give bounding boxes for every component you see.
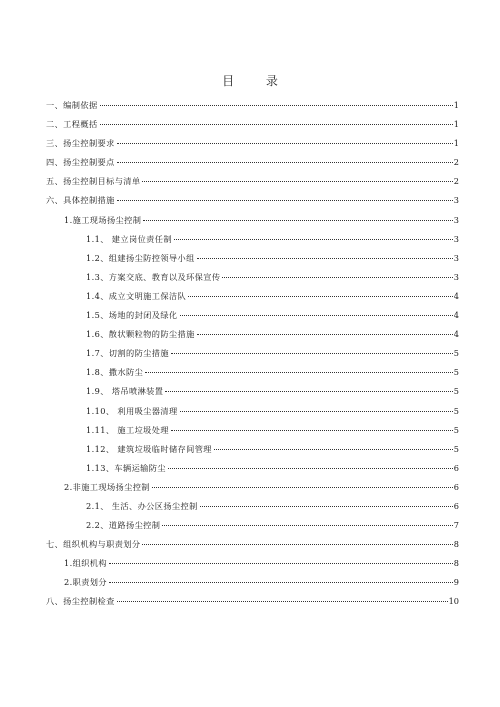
toc-entry-page-number: 5 [453, 443, 459, 454]
toc-entry[interactable] [46, 134, 459, 153]
toc-entry[interactable] [46, 382, 459, 401]
toc-entry-label: 五、扬尘控制目标与清单 [46, 176, 141, 187]
toc-entry-page-number: 4 [453, 329, 459, 340]
toc-entry-label: 1.9、 塔吊喷淋装置 [86, 386, 164, 397]
toc-dot-leader [142, 544, 452, 545]
toc-entry[interactable] [46, 230, 459, 249]
table-of-contents [46, 96, 459, 612]
toc-entry-label: 1.12、 建筑垃圾临时储存间管理 [86, 443, 212, 454]
toc-dot-leader [109, 563, 453, 564]
toc-entry-page-number: 7 [453, 520, 459, 531]
toc-dot-leader [162, 525, 452, 526]
toc-dot-leader [197, 258, 453, 259]
toc-entry-page-number: 1 [453, 119, 459, 130]
toc-entry-label: 1.3、方案交底、教育以及环保宣传 [86, 271, 221, 282]
toc-entry-page-number: 2 [453, 157, 459, 168]
toc-entry[interactable] [46, 573, 459, 592]
toc-dot-leader [100, 124, 453, 125]
toc-entry[interactable] [46, 325, 459, 344]
toc-dot-leader [117, 200, 453, 201]
toc-entry-label: 1.10、 利用吸尘器清理 [86, 405, 178, 416]
toc-entry[interactable] [46, 153, 459, 172]
toc-dot-leader [145, 372, 453, 373]
toc-entry-label: 1.施工现场扬尘控制 [64, 214, 142, 225]
toc-entry[interactable] [46, 402, 459, 421]
toc-entry-page-number: 6 [453, 481, 459, 492]
toc-entry-page-number: 4 [453, 310, 459, 321]
toc-dot-leader [180, 411, 453, 412]
toc-entry-page-number: 5 [453, 386, 459, 397]
toc-entry-page-number: 8 [453, 539, 459, 550]
toc-entry[interactable] [46, 96, 459, 115]
toc-entry-label: 2.非施工现场扬尘控制 [64, 481, 150, 492]
toc-entry-label: 2.职责划分 [64, 577, 107, 588]
toc-entry-page-number: 5 [453, 348, 459, 359]
toc-entry-label: 2.2、道路扬尘控制 [86, 520, 161, 531]
toc-entry[interactable] [46, 211, 459, 230]
toc-dot-leader [168, 468, 453, 469]
toc-entry[interactable] [46, 249, 459, 268]
toc-dot-leader [109, 582, 453, 583]
toc-entry-page-number: 8 [453, 558, 459, 569]
toc-entry-page-number: 1 [453, 100, 459, 110]
toc-entry-page-number: 3 [453, 233, 459, 244]
toc-dot-leader [180, 315, 453, 316]
toc-dot-leader [117, 143, 453, 144]
toc-entry[interactable] [46, 287, 459, 306]
toc-entry[interactable] [46, 440, 459, 459]
toc-entry-page-number: 6 [453, 500, 459, 511]
toc-dot-leader [165, 391, 452, 392]
toc-entry-label: 1.11、 施工垃圾处理 [86, 424, 169, 435]
toc-entry-page-number: 5 [453, 424, 459, 435]
toc-dot-leader [214, 449, 453, 450]
toc-entry[interactable] [46, 554, 459, 573]
toc-dot-leader [143, 220, 452, 221]
toc-entry-page-number: 9 [453, 577, 459, 588]
toc-entry[interactable] [46, 516, 459, 535]
toc-dot-leader [222, 277, 452, 278]
toc-entry-label: 1.8、撒水防尘 [86, 367, 144, 378]
toc-dot-leader [117, 601, 448, 602]
toc-dot-leader [188, 296, 453, 297]
toc-dot-leader [152, 487, 453, 488]
toc-entry-label: 1.组织机构 [64, 558, 107, 569]
toc-entry-page-number: 6 [453, 462, 459, 473]
toc-entry-label: 1.13、车辆运输防尘 [86, 462, 166, 473]
toc-entry-page-number: 5 [453, 367, 459, 378]
toc-entry-label: 1.7、切割的防尘措施 [86, 348, 169, 359]
toc-dot-leader [171, 430, 453, 431]
toc-dot-leader [100, 105, 453, 106]
toc-dot-leader [200, 506, 453, 507]
toc-dot-leader [174, 239, 453, 240]
toc-title: 目 录 [222, 74, 292, 88]
toc-entry-page-number: 3 [453, 214, 459, 225]
toc-entry-label: 1.6、散状颗粒物的防尘措施 [86, 329, 195, 340]
toc-entry-label: 1.2、组建扬尘防控领导小组 [86, 252, 195, 263]
toc-entry[interactable] [46, 191, 459, 210]
toc-dot-leader [142, 181, 452, 182]
toc-entry[interactable] [46, 535, 459, 554]
toc-entry-label: 三、扬尘控制要求 [46, 138, 115, 149]
toc-entry-page-number: 5 [453, 405, 459, 416]
toc-entry-page-number: 3 [453, 252, 459, 263]
toc-entry[interactable] [46, 172, 459, 191]
toc-entry-label: 二、工程概括 [46, 119, 98, 130]
toc-entry[interactable] [46, 421, 459, 440]
toc-entry-page-number: 3 [453, 195, 459, 206]
toc-dot-leader [197, 334, 453, 335]
toc-entry-page-number: 4 [453, 290, 459, 301]
toc-entry-page-number: 2 [453, 176, 459, 187]
toc-entry[interactable] [46, 478, 459, 497]
toc-entry-label: 1.4、成立文明施工保洁队 [86, 290, 187, 301]
toc-entry[interactable] [46, 363, 459, 382]
toc-entry-label: 1.5、场地的封闭及绿化 [86, 310, 178, 321]
toc-entry-label: 四、扬尘控制要点 [46, 157, 115, 168]
toc-entry-label: 七、组织机构与职责划分 [46, 539, 141, 550]
toc-entry[interactable] [46, 115, 459, 134]
toc-dot-leader [117, 162, 453, 163]
toc-entry-page-number: 1 [453, 138, 459, 149]
toc-entry[interactable] [46, 268, 459, 287]
toc-entry[interactable] [46, 497, 459, 516]
toc-entry-page-number: 10 [448, 596, 459, 607]
toc-entry[interactable] [46, 592, 459, 611]
toc-entry[interactable] [46, 306, 459, 325]
toc-dot-leader [171, 353, 453, 354]
toc-entry-page-number: 3 [453, 271, 459, 282]
toc-entry-label: 八、扬尘控制检查 [46, 596, 115, 607]
toc-entry-label: 六、具体控制措施 [46, 195, 115, 206]
toc-entry-label: 1.1、 建立岗位责任制 [86, 233, 172, 244]
toc-entry[interactable] [46, 459, 459, 478]
toc-entry[interactable] [46, 344, 459, 363]
toc-entry-label: 2.1、 生活、办公区扬尘控制 [86, 500, 198, 511]
toc-entry-label: 一、编制依据 [46, 100, 98, 110]
